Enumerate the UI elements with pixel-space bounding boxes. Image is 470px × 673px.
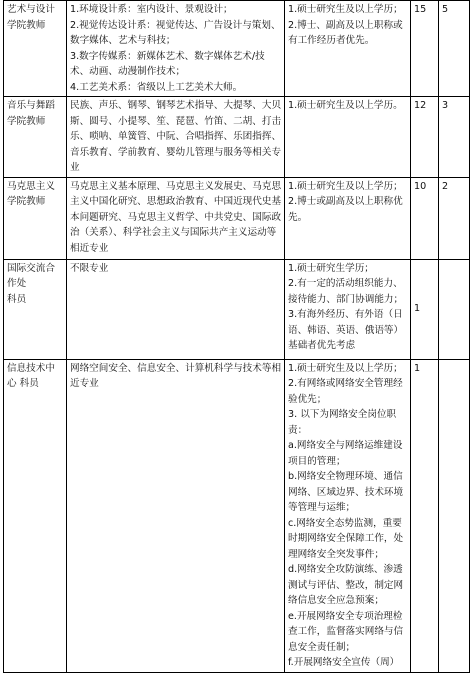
count-cell (439, 1, 470, 97)
table-row (4, 259, 470, 359)
post-title: 科员 (7, 293, 27, 305)
count-cell (439, 177, 470, 259)
count-value: 3 (442, 100, 449, 111)
count-value: 2 (442, 180, 449, 192)
post-name-cell (4, 359, 67, 672)
count-value: 5 (442, 4, 449, 15)
requirement-item: 1.硕士研究生及以上学历； (288, 362, 403, 374)
count-value: 1 (414, 362, 421, 374)
requirement-item: 3. 以下为网络安全岗位职责： (288, 409, 397, 436)
requirements-cell (285, 259, 411, 359)
requirement-item: d.网络安全攻防演练、渗透测试与评估、整改，制定网络信息安全应急预案； (288, 564, 404, 606)
count-cell (411, 97, 439, 178)
post-name: 国际交流合作处 (7, 262, 55, 289)
post-name-cell (4, 97, 67, 178)
table-row (4, 97, 470, 178)
requirement-item: 2.有网络或网络安全管理经验优先； (288, 378, 403, 405)
count-cell (439, 259, 470, 359)
table-row (4, 177, 470, 259)
post-name: 艺术与设计学院教师 (7, 4, 55, 31)
major-item: 3.数字传媒系：新媒体艺术、数字媒体艺术/技术、动画、动漫制作技术； (70, 50, 265, 77)
count-cell (411, 1, 439, 97)
major-item: 马克思主义基本原理、马克思主义发展史、马克思主义中国化研究、思想政治教育、中国近现代史基本问题研究、马克思主义哲学、中共党史、国际政治（关系）、科学社会主义与国际共产主义运动等相近专业 (70, 180, 282, 254)
requirement-item: 1.硕士研究生及以上学历； (288, 4, 403, 15)
count-value: 1 (414, 303, 421, 315)
recruitment-table (3, 0, 470, 673)
count-cell (411, 359, 439, 672)
requirements-cell (285, 1, 411, 97)
requirement-item: e.开展网络安全专项治理检查工作，监督落实网络与信息安全责任制； (288, 610, 404, 653)
post-name-cell (4, 259, 67, 359)
major-item: 4.工艺美术系：省级以上工艺美术大师。 (70, 81, 243, 93)
requirement-item: 1.硕士研究生及以上学历。 (288, 100, 403, 111)
requirement-item: 3.有海外经历、有外语（日语、韩语、英语、俄语等）基础者优先考虑 (288, 309, 404, 351)
post-name-cell (4, 1, 67, 97)
requirement-item: 1.硕士研究生及以上学历； (288, 180, 403, 192)
count-cell (411, 177, 439, 259)
requirement-item: 2.有一定的活动组织能力、接待能力、部门协调能力； (288, 278, 404, 305)
requirement-item: 1.硕士研究生学历； (288, 262, 374, 274)
requirements-cell (285, 97, 411, 178)
table-row (4, 1, 470, 97)
count-cell (411, 259, 439, 359)
majors-cell (67, 1, 285, 97)
requirement-item: c.网络安全态势监测，重要时期网络安全保障工作，处理网络安全突发事件； (288, 517, 404, 560)
requirements-cell (285, 359, 411, 672)
requirement-item: 2.博士或副高及以上职称优先。 (288, 196, 403, 223)
table-row (4, 359, 470, 672)
major-item: 网络空间安全、信息安全、计算机科学与技术等相近专业 (70, 362, 282, 389)
post-name: 信息技术中心 科员 (7, 362, 55, 389)
post-name-cell (4, 177, 67, 259)
requirement-item: b.网络安全物理环境、通信网络、区域边界、技术环境等管理与运维； (288, 471, 404, 513)
count-cell (439, 97, 470, 178)
count-value: 12 (414, 100, 427, 111)
post-name: 音乐与舞蹈学院教师 (7, 100, 55, 127)
post-name: 马克思主义学院教师 (7, 180, 55, 207)
major-item: 1.环境设计系：室内设计、景观设计； (70, 4, 233, 15)
major-item: 民族、声乐、钢琴、钢琴艺术指导、大提琴、大贝斯、圆号、小提琴、笙、琵琶、竹笛、二胡、打击乐、唢呐、单簧管、中阮、合唱指挥、乐团指挥、音乐教育、学前教育、婴幼儿管理与服务等相关专业 (70, 100, 282, 173)
major-item: 不限专业 (70, 262, 109, 274)
requirements-cell (285, 177, 411, 259)
count-value: 10 (414, 180, 427, 192)
major-item: 2.视觉传达设计系：视觉传达、广告设计与策划、数字媒体、艺术与科技； (70, 19, 281, 46)
requirement-item: f.开展网络安全宣传（周） (288, 657, 400, 668)
count-value: 15 (414, 4, 427, 15)
majors-cell (67, 177, 285, 259)
count-cell (439, 359, 470, 672)
majors-cell (67, 97, 285, 178)
requirement-item: 2.博士、副高及以上职称或有工作经历者优先。 (288, 19, 403, 46)
requirement-item: a.网络安全与网络运维建设项目的管理； (288, 440, 403, 467)
majors-cell (67, 259, 285, 359)
majors-cell (67, 359, 285, 672)
